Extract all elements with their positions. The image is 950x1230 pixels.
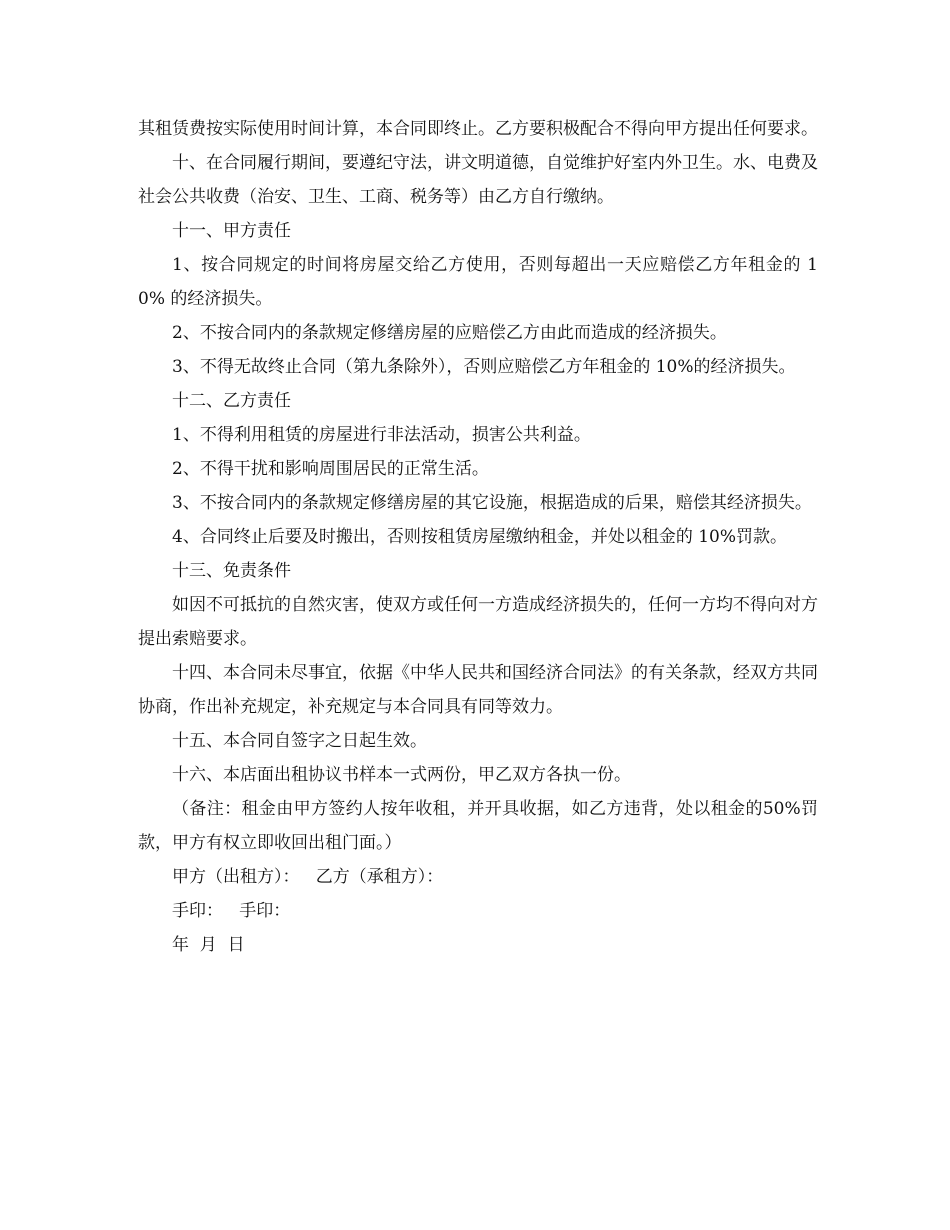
paragraph-clause-10: 十、在合同履行期间，要遵纪守法，讲文明道德，自觉维护好室内外卫生。水、电费及社会公共收费（治安、卫生、工商、税务等）由乙方自行缴纳。 <box>138 153 818 207</box>
heading-clause-12: 十二、乙方责任 <box>172 391 291 411</box>
paragraph-clause-15: 十五、本合同自签字之日起生效。 <box>172 731 427 751</box>
paragraph-clause-12-item-4: 4、合同终止后要及时搬出，否则按租赁房屋缴纳租金，并处以租金的 10%罚款。 <box>172 527 788 547</box>
signature-date: 年 月 日 <box>172 935 245 955</box>
paragraph-clause-12-item-3: 3、不按合同内的条款规定修缮房屋的其它设施，根据造成的后果，赔偿其经济损失。 <box>172 493 812 513</box>
signature-seals: 手印： 手印： <box>172 901 291 921</box>
signature-parties: 甲方（出租方）： 乙方（承租方）： <box>172 867 444 887</box>
paragraph-rent-termination: 其租赁费按实际使用时间计算，本合同即终止。乙方要积极配合不得向甲方提出任何要求。 <box>138 119 818 139</box>
paragraph-remark: （备注：租金由甲方签约人按年收租，并开具收据，如乙方违背，处以租金的50%罚款，甲方有权立即收回出租门面。） <box>138 799 818 853</box>
paragraph-clause-12-item-2: 2、不得干扰和影响周围居民的正常生活。 <box>172 459 489 479</box>
paragraph-clause-14: 十四、本合同未尽事宜，依据《中华人民共和国经济合同法》的有关条款，经双方共同协商，作出补充规定，补充规定与本合同具有同等效力。 <box>138 663 818 717</box>
paragraph-clause-11-item-1: 1、按合同规定的时间将房屋交给乙方使用，否则每超出一天应赔偿乙方年租金的 10% 的经济损失。 <box>138 255 818 309</box>
heading-clause-11: 十一、甲方责任 <box>172 221 291 241</box>
paragraph-clause-13: 如因不可抵抗的自然灾害，使双方或任何一方造成经济损失的，任何一方均不得向对方提出索赔要求。 <box>138 595 818 649</box>
heading-clause-13: 十三、免责条件 <box>172 561 291 581</box>
contract-body <box>138 112 818 962</box>
paragraph-clause-11-item-2: 2、不按合同内的条款规定修缮房屋的应赔偿乙方由此而造成的经济损失。 <box>172 323 727 343</box>
paragraph-clause-16: 十六、本店面出租协议书样本一式两份，甲乙双方各执一份。 <box>172 765 631 785</box>
paragraph-clause-12-item-1: 1、不得利用租赁的房屋进行非法活动，损害公共利益。 <box>172 425 591 445</box>
paragraph-clause-11-item-3: 3、不得无故终止合同（第九条除外），否则应赔偿乙方年租金的 10%的经济损失。 <box>172 357 796 377</box>
